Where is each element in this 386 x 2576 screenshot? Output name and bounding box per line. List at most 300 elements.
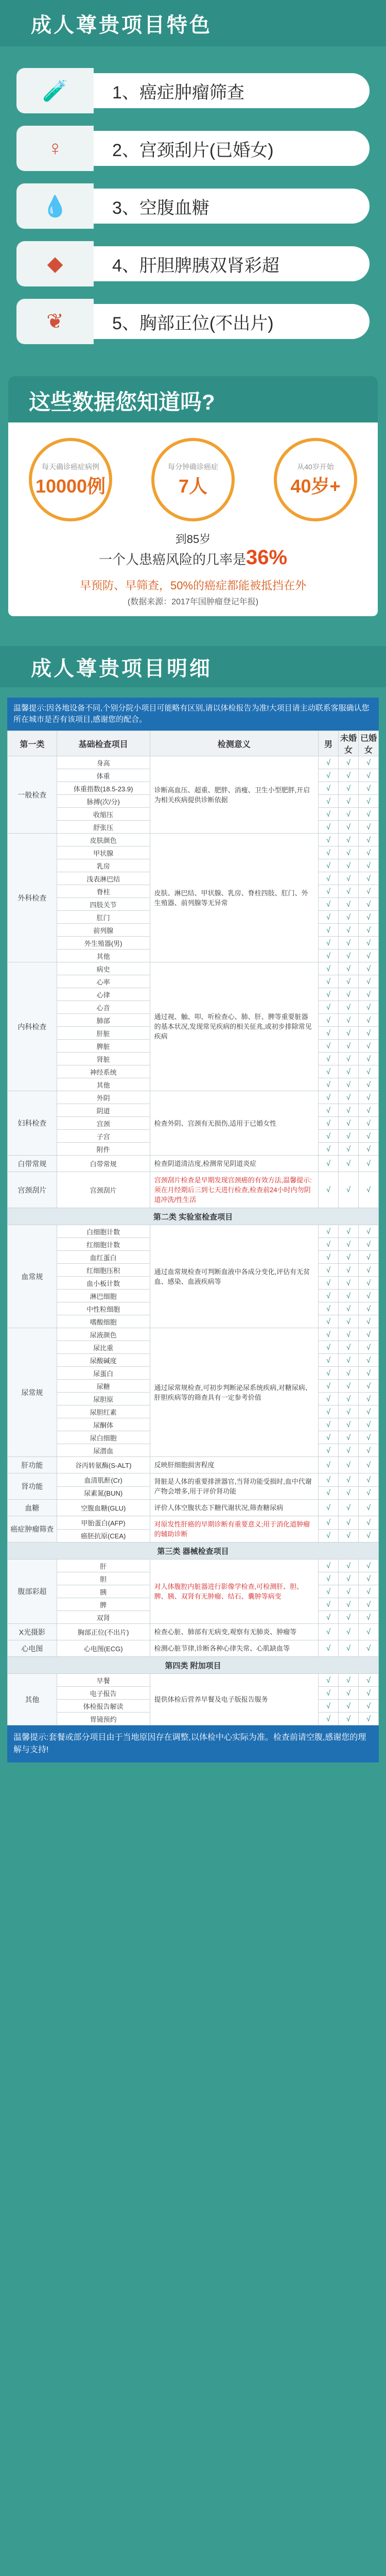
item-cell: 收缩压 — [57, 808, 150, 821]
check-mark: √ — [318, 1065, 338, 1078]
check-mark: √ — [358, 1700, 378, 1713]
feature-label: 3、空腹血糖 — [94, 189, 370, 224]
table-row — [8, 1500, 379, 1516]
check-mark: √ — [318, 1418, 338, 1431]
check-mark: √ — [338, 1277, 358, 1290]
header-cat: 第一类 — [8, 731, 57, 756]
check-mark: √ — [338, 834, 358, 846]
check-mark: √ — [338, 898, 358, 911]
item-cell: 脾脏 — [57, 1040, 150, 1053]
category-cell: X光摄影 — [8, 1624, 57, 1640]
check-mark: √ — [338, 1225, 358, 1238]
item-cell: 舒张压 — [57, 821, 150, 834]
check-mark: √ — [338, 1143, 358, 1156]
check-mark: √ — [358, 1598, 378, 1611]
category-cell: 肝功能 — [8, 1457, 57, 1473]
stat-bubble — [151, 438, 235, 521]
item-cell: 其他 — [57, 950, 150, 962]
check-mark: √ — [318, 846, 338, 859]
check-mark: √ — [318, 1251, 338, 1264]
table-row — [8, 834, 379, 846]
check-mark: √ — [358, 1091, 378, 1104]
stats-source: (数据来源：2017年国肿瘤登记年报) — [127, 598, 259, 606]
check-mark: √ — [358, 1027, 378, 1040]
meaning-cell: 通过尿常规检查,可初步判断泌尿系统疾病,对糖尿病、肝胆疾病等的筛查具有一定参考价值 — [150, 1328, 318, 1457]
item-cell: 外阴 — [57, 1091, 150, 1104]
check-mark: √ — [318, 1078, 338, 1091]
item-cell: 尿糖 — [57, 1380, 150, 1393]
check-mark: √ — [338, 1078, 358, 1091]
item-cell: 中性粒细胞 — [57, 1302, 150, 1315]
stats-card — [8, 376, 378, 616]
category-cell: 宫颈刮片 — [8, 1172, 57, 1208]
check-mark: √ — [358, 885, 378, 898]
feature-item — [16, 241, 370, 286]
item-cell: 胆 — [57, 1572, 150, 1585]
check-mark: √ — [338, 756, 358, 769]
check-mark: √ — [358, 1431, 378, 1444]
check-mark: √ — [338, 1014, 358, 1027]
check-mark: √ — [358, 1611, 378, 1624]
section-title: 第三类 器械检查项目 — [8, 1543, 379, 1560]
check-mark: √ — [358, 1328, 378, 1341]
check-mark: √ — [338, 1393, 358, 1405]
check-mark: √ — [318, 1687, 338, 1700]
item-cell: 尿比重 — [57, 1341, 150, 1354]
check-mark: √ — [318, 1431, 338, 1444]
item-cell: 心电图(ECG) — [57, 1640, 150, 1657]
check-mark: √ — [318, 1341, 338, 1354]
check-mark: √ — [338, 911, 358, 924]
item-cell: 胸部正位(不出片) — [57, 1624, 150, 1640]
check-mark: √ — [358, 1560, 378, 1572]
section-title: 第四类 附加项目 — [8, 1657, 379, 1674]
check-mark: √ — [358, 1418, 378, 1431]
item-cell: 体重 — [57, 769, 150, 782]
check-mark: √ — [338, 782, 358, 795]
check-mark: √ — [338, 1172, 358, 1208]
header-male: 男 — [318, 731, 338, 756]
check-mark: √ — [318, 1380, 338, 1393]
check-mark: √ — [338, 1328, 358, 1341]
stats-percent: 36% — [245, 546, 288, 569]
check-mark: √ — [358, 1585, 378, 1598]
check-mark: √ — [318, 1172, 338, 1208]
check-mark: √ — [318, 937, 338, 950]
meaning-cell: 评价人体空腹状态下糖代谢状况,筛查糖尿病 — [150, 1500, 318, 1516]
check-mark: √ — [318, 950, 338, 962]
check-mark: √ — [358, 1516, 378, 1530]
check-mark: √ — [318, 1238, 338, 1251]
category-cell: 外科检查 — [8, 834, 57, 962]
item-cell: 肝 — [57, 1560, 150, 1572]
check-mark: √ — [338, 1367, 358, 1380]
check-mark: √ — [318, 1529, 338, 1543]
item-cell: 阴道 — [57, 1104, 150, 1117]
lungs-icon: ❦ — [16, 299, 94, 344]
check-mark: √ — [338, 1611, 358, 1624]
check-mark: √ — [338, 1585, 358, 1598]
header-mean: 检测意义 — [150, 731, 318, 756]
meaning-cell: 提供体检后营养早餐及电子版报告服务 — [150, 1674, 318, 1725]
check-mark: √ — [338, 846, 358, 859]
item-cell: 尿胆原 — [57, 1393, 150, 1405]
check-mark: √ — [358, 1143, 378, 1156]
check-mark: √ — [358, 962, 378, 975]
check-mark: √ — [338, 1264, 358, 1277]
check-mark: √ — [358, 846, 378, 859]
check-mark: √ — [338, 1444, 358, 1457]
category-cell: 心电图 — [8, 1640, 57, 1657]
item-cell: 血红蛋白 — [57, 1251, 150, 1264]
check-mark: √ — [318, 1457, 338, 1473]
check-mark: √ — [318, 1611, 338, 1624]
table-row — [8, 962, 379, 975]
check-mark: √ — [318, 898, 338, 911]
header-married: 已婚女 — [358, 731, 378, 756]
header-unmarried: 未婚女 — [338, 731, 358, 756]
meaning-cell: 皮肤、淋巴结、甲状腺、乳房、脊柱四肢、肛门、外生殖器、前列腺等无异常 — [150, 834, 318, 962]
check-mark: √ — [318, 1264, 338, 1277]
item-cell: 尿潜血 — [57, 1444, 150, 1457]
item-cell: 尿白细胞 — [57, 1431, 150, 1444]
check-mark: √ — [358, 1341, 378, 1354]
category-cell: 白带常规 — [8, 1156, 57, 1172]
check-mark: √ — [338, 1156, 358, 1172]
table-row — [8, 1560, 379, 1572]
item-cell: 其他 — [57, 1078, 150, 1091]
check-mark: √ — [318, 769, 338, 782]
check-mark: √ — [318, 1640, 338, 1657]
check-mark: √ — [318, 1130, 338, 1143]
check-mark: √ — [318, 1674, 338, 1687]
check-mark: √ — [318, 782, 338, 795]
stat-bubble — [274, 438, 357, 521]
check-mark: √ — [318, 872, 338, 885]
stats-line2 — [8, 546, 378, 569]
check-mark: √ — [358, 821, 378, 834]
uterus-icon: ♀ — [16, 126, 94, 171]
check-mark: √ — [318, 1713, 338, 1725]
check-mark: √ — [338, 795, 358, 808]
check-mark: √ — [338, 937, 358, 950]
check-mark: √ — [338, 1500, 358, 1516]
check-mark: √ — [358, 1640, 378, 1657]
check-mark: √ — [358, 1104, 378, 1117]
check-mark: √ — [338, 1091, 358, 1104]
check-mark: √ — [338, 1341, 358, 1354]
stat-label: 每天确诊癌症病例 — [42, 462, 99, 471]
check-mark: √ — [318, 1560, 338, 1572]
check-mark: √ — [358, 1225, 378, 1238]
check-mark: √ — [358, 1302, 378, 1315]
check-mark: √ — [358, 1078, 378, 1091]
blood-drop-icon: 💧 — [16, 183, 94, 229]
check-mark: √ — [358, 1367, 378, 1380]
check-mark: √ — [358, 1172, 378, 1208]
check-mark: √ — [318, 1354, 338, 1367]
check-mark: √ — [338, 1053, 358, 1065]
stat-value: 40岁+ — [290, 475, 341, 497]
check-mark: √ — [338, 1713, 358, 1725]
category-cell: 尿常规 — [8, 1328, 57, 1457]
meaning-cell: 对原发性肝癌的早期诊断有重要意义;用于消化道肿瘤的辅助诊断 — [150, 1516, 318, 1543]
check-mark: √ — [358, 756, 378, 769]
feature-label: 4、肝胆脾胰双肾彩超 — [94, 246, 370, 281]
check-mark: √ — [358, 1624, 378, 1640]
meaning-cell: 检查阴道清洁度,检测常见阴道炎症 — [150, 1156, 318, 1172]
check-mark: √ — [318, 1290, 338, 1302]
meaning-cell: 检查外阴、宫颈有无损伤,适用于已婚女性 — [150, 1091, 318, 1156]
check-mark: √ — [318, 1393, 338, 1405]
check-mark: √ — [318, 885, 338, 898]
meaning-cell: 宫颈刮片检查是早期发现宫颈癌的有效方法,温馨提示:须在月经期后三到七天进行检查,检查前24小时内勿阴道冲洗/性生活 — [150, 1172, 318, 1208]
check-mark: √ — [358, 898, 378, 911]
category-cell: 一般检查 — [8, 756, 57, 834]
item-cell: 癌胚抗原(CEA) — [57, 1529, 150, 1543]
category-cell: 腹部彩超 — [8, 1560, 57, 1624]
liver-icon: ◆ — [16, 241, 94, 286]
item-cell: 双肾 — [57, 1611, 150, 1624]
check-mark: √ — [318, 911, 338, 924]
check-mark: √ — [338, 1598, 358, 1611]
meaning-cell: 通过视、触、叩、听检查心、肺、肝、脾等重要脏器的基本状况,发现常见疾病的相关征兆,或初步排除常见疾病 — [150, 962, 318, 1091]
check-mark: √ — [338, 1431, 358, 1444]
section-title: 第二类 实验室检查项目 — [8, 1208, 379, 1225]
check-mark: √ — [318, 1027, 338, 1040]
check-mark: √ — [318, 1225, 338, 1238]
item-cell: 尿素氮(BUN) — [57, 1486, 150, 1500]
check-mark: √ — [318, 1572, 338, 1585]
table-row — [8, 1091, 379, 1104]
check-mark: √ — [338, 1473, 358, 1487]
item-cell: 早餐 — [57, 1674, 150, 1687]
check-mark: √ — [358, 1572, 378, 1585]
stat-bubble — [29, 438, 112, 521]
check-mark: √ — [358, 1251, 378, 1264]
check-mark: √ — [338, 1354, 358, 1367]
item-cell: 电子报告 — [57, 1687, 150, 1700]
check-mark: √ — [318, 975, 338, 988]
check-mark: √ — [338, 988, 358, 1001]
category-cell: 血糖 — [8, 1500, 57, 1516]
item-cell: 肝脏 — [57, 1027, 150, 1040]
check-mark: √ — [358, 924, 378, 937]
item-cell: 脉搏(次/分) — [57, 795, 150, 808]
check-mark: √ — [318, 1598, 338, 1611]
section-row — [8, 1543, 379, 1560]
table-row — [8, 1473, 379, 1487]
feature-label: 5、胸部正位(不出片) — [94, 304, 370, 339]
check-mark: √ — [338, 1516, 358, 1530]
check-mark: √ — [318, 1624, 338, 1640]
check-mark: √ — [358, 1264, 378, 1277]
item-cell: 肺部 — [57, 1014, 150, 1027]
check-mark: √ — [358, 1130, 378, 1143]
detail-table-wrap — [7, 698, 379, 1725]
table-row — [8, 1457, 379, 1473]
check-mark: √ — [318, 1104, 338, 1117]
item-cell: 肛门 — [57, 911, 150, 924]
header-item: 基础检查项目 — [57, 731, 150, 756]
check-mark: √ — [318, 924, 338, 937]
check-mark: √ — [338, 808, 358, 821]
item-cell: 病史 — [57, 962, 150, 975]
item-cell: 体检报告解读 — [57, 1700, 150, 1713]
item-cell: 身高 — [57, 756, 150, 769]
meaning-cell: 肾脏是人体的重要排泄器官,当肾功能受损时,血中代谢产物会增多,用于评价肾功能 — [150, 1473, 318, 1500]
item-cell: 嗜酸细胞 — [57, 1315, 150, 1328]
check-mark: √ — [358, 769, 378, 782]
check-mark: √ — [318, 1143, 338, 1156]
check-mark: √ — [338, 962, 358, 975]
feature-item — [16, 299, 370, 344]
check-mark: √ — [318, 1367, 338, 1380]
meaning-cell: 诊断高血压、超重、肥胖、消瘦、卫生小型肥胖,开启为相关疾病提供诊断依据 — [150, 756, 318, 834]
check-mark: √ — [338, 1486, 358, 1500]
check-mark: √ — [318, 834, 338, 846]
item-cell: 子宫 — [57, 1130, 150, 1143]
check-mark: √ — [358, 1393, 378, 1405]
check-mark: √ — [338, 1687, 358, 1700]
meaning-cell: 检查心脏、肺部有无病变,观察有无肺炎、肿瘤等 — [150, 1624, 318, 1640]
item-cell: 甲状腺 — [57, 846, 150, 859]
table-row — [8, 1516, 379, 1530]
check-mark: √ — [318, 1156, 338, 1172]
table-row — [8, 1674, 379, 1687]
check-mark: √ — [338, 1457, 358, 1473]
check-mark: √ — [358, 1405, 378, 1418]
item-cell: 神经系统 — [57, 1065, 150, 1078]
category-cell: 其他 — [8, 1674, 57, 1725]
item-cell: 四肢关节 — [57, 898, 150, 911]
check-mark: √ — [318, 1315, 338, 1328]
check-mark: √ — [318, 1328, 338, 1341]
item-cell: 宫颈刮片 — [57, 1172, 150, 1208]
check-mark: √ — [338, 1572, 358, 1585]
check-mark: √ — [338, 1380, 358, 1393]
check-mark: √ — [338, 1251, 358, 1264]
check-mark: √ — [358, 859, 378, 872]
check-mark: √ — [358, 1117, 378, 1130]
check-mark: √ — [358, 834, 378, 846]
category-cell: 妇科检查 — [8, 1091, 57, 1156]
table-row — [8, 1156, 379, 1172]
check-mark: √ — [338, 1560, 358, 1572]
check-mark: √ — [318, 1405, 338, 1418]
check-mark: √ — [338, 769, 358, 782]
footer-notice: 温馨提示:套餐或部分项目由于当地原因存在调整,以体检中心实际为准。检查前请空腹,感谢您的理解与支持! — [7, 1725, 379, 1762]
check-mark: √ — [358, 1014, 378, 1027]
check-mark: √ — [338, 924, 358, 937]
feature-label: 2、宫颈刮片(已婚女) — [94, 131, 370, 166]
check-mark: √ — [338, 950, 358, 962]
stats-line2-text: 一个人患癌风险的几率是 — [98, 552, 246, 567]
check-mark: √ — [358, 1354, 378, 1367]
check-mark: √ — [358, 1444, 378, 1457]
category-cell: 血常规 — [8, 1225, 57, 1328]
stat-value: 7人 — [178, 475, 208, 497]
check-mark: √ — [358, 1315, 378, 1328]
check-mark: √ — [358, 1053, 378, 1065]
table-row — [8, 1624, 379, 1640]
check-mark: √ — [358, 1001, 378, 1014]
check-mark: √ — [338, 1290, 358, 1302]
check-mark: √ — [338, 885, 358, 898]
detail-table — [7, 731, 379, 1725]
section-row — [8, 1208, 379, 1225]
check-mark: √ — [358, 1473, 378, 1487]
stats-title: 这些数据您知道吗? — [29, 390, 215, 414]
meaning-cell: 通过血常规检查可判断血液中各成分变化,评估有无贫血、感染、血液疾病等 — [150, 1225, 318, 1328]
check-mark: √ — [358, 795, 378, 808]
check-mark: √ — [338, 1302, 358, 1315]
item-cell: 宫颈 — [57, 1117, 150, 1130]
item-cell: 尿酮体 — [57, 1418, 150, 1431]
table-row — [8, 1172, 379, 1208]
check-mark: √ — [318, 808, 338, 821]
item-cell: 甲胎蛋白(AFP) — [57, 1516, 150, 1530]
check-mark: √ — [338, 859, 358, 872]
item-cell: 胃镜预约 — [57, 1713, 150, 1725]
item-cell: 白带常规 — [57, 1156, 150, 1172]
check-mark: √ — [318, 756, 338, 769]
check-mark: √ — [318, 821, 338, 834]
check-mark: √ — [358, 988, 378, 1001]
check-mark: √ — [338, 1640, 358, 1657]
check-mark: √ — [318, 1516, 338, 1530]
check-mark: √ — [358, 1065, 378, 1078]
item-cell: 体重指数(18.5-23.9) — [57, 782, 150, 795]
check-mark: √ — [338, 1130, 358, 1143]
table-row — [8, 1328, 379, 1341]
test-tube-icon: 🧪 — [16, 68, 94, 113]
feature-label: 1、癌症肿瘤筛查 — [94, 73, 370, 108]
check-mark: √ — [338, 1065, 358, 1078]
item-cell: 附件 — [57, 1143, 150, 1156]
stat-label: 从40岁开始 — [297, 462, 334, 471]
check-mark: √ — [358, 1277, 378, 1290]
item-cell: 心率 — [57, 975, 150, 988]
check-mark: √ — [358, 782, 378, 795]
check-mark: √ — [318, 1040, 338, 1053]
table-row — [8, 756, 379, 769]
feature-item — [16, 68, 370, 113]
check-mark: √ — [318, 1700, 338, 1713]
item-cell: 尿酸碱度 — [57, 1354, 150, 1367]
check-mark: √ — [358, 872, 378, 885]
table-row — [8, 1640, 379, 1657]
check-mark: √ — [318, 962, 338, 975]
check-mark: √ — [338, 1040, 358, 1053]
item-cell: 红细胞压积 — [57, 1264, 150, 1277]
check-mark: √ — [358, 1687, 378, 1700]
check-mark: √ — [338, 975, 358, 988]
check-mark: √ — [358, 1674, 378, 1687]
features-title: 成人尊贵项目特色 — [0, 0, 386, 46]
item-cell: 尿液颜色 — [57, 1328, 150, 1341]
check-mark: √ — [358, 1156, 378, 1172]
check-mark: √ — [318, 1001, 338, 1014]
check-mark: √ — [318, 1585, 338, 1598]
item-cell: 心律 — [57, 988, 150, 1001]
stats-line1: 到85岁 — [175, 533, 211, 546]
check-mark: √ — [338, 1104, 358, 1117]
check-mark: √ — [358, 1290, 378, 1302]
check-mark: √ — [358, 1529, 378, 1543]
item-cell: 脊柱 — [57, 885, 150, 898]
check-mark: √ — [338, 872, 358, 885]
